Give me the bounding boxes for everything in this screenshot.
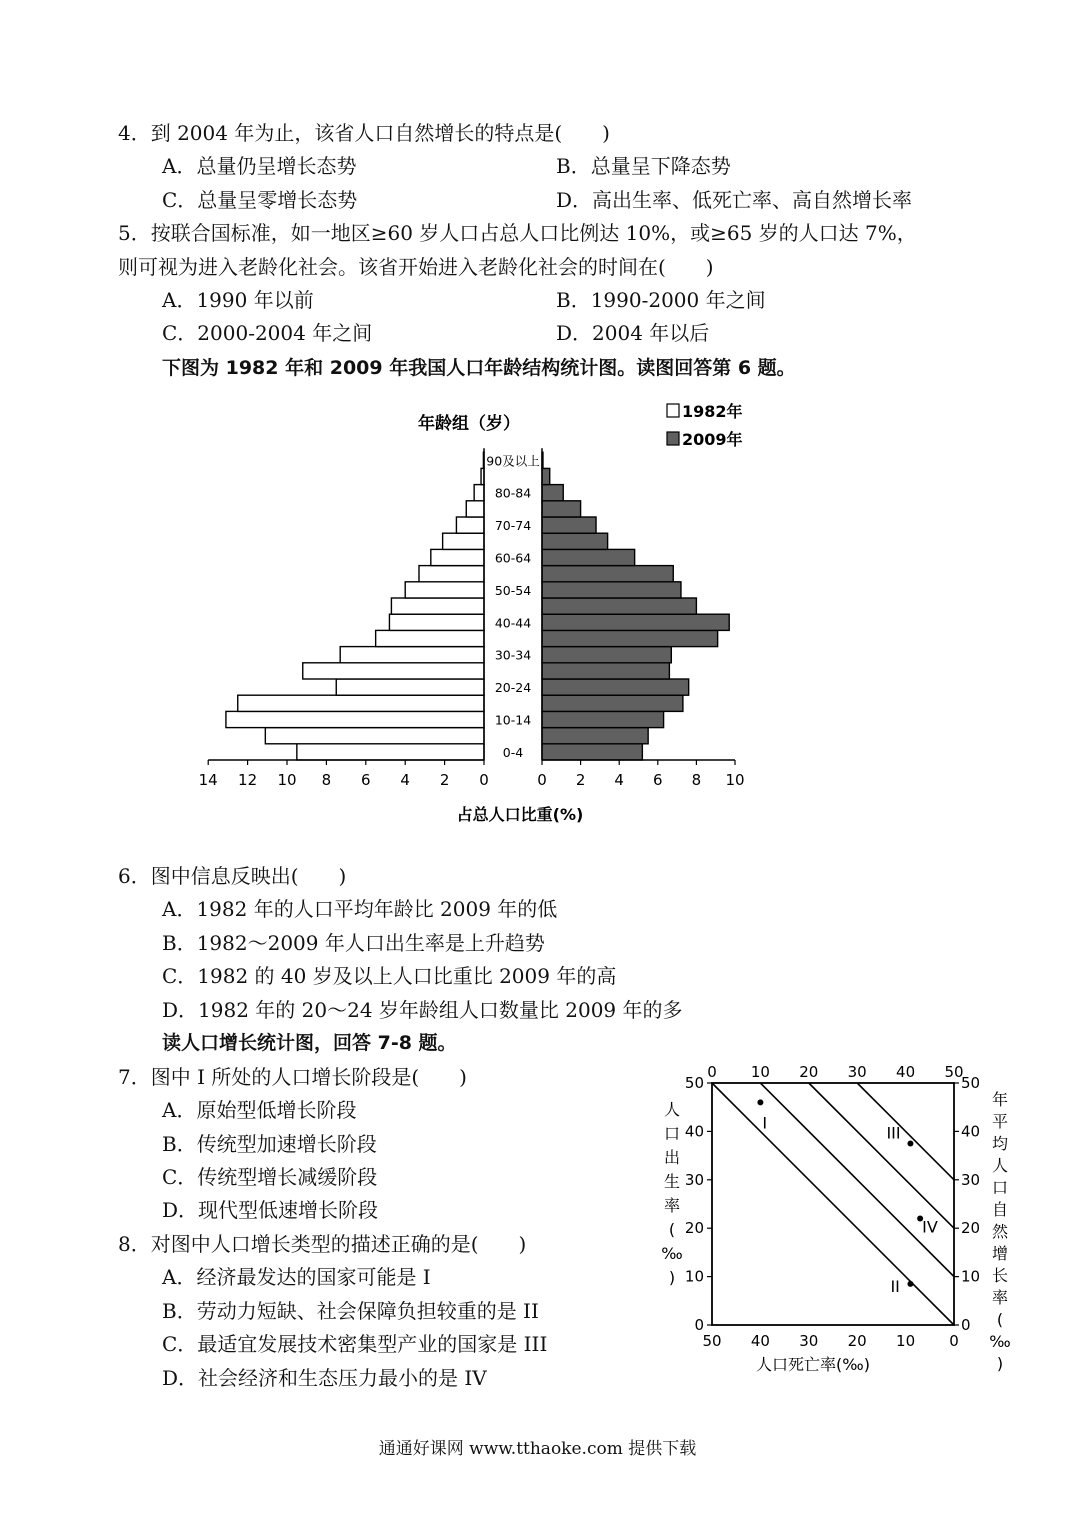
q5-option-d[interactable]: D．2004 年以后	[556, 321, 710, 345]
bar-1982-25-29	[303, 663, 484, 679]
point-II	[907, 1281, 913, 1287]
ylabel-birth-rate: 人口出生率( ‰ )	[661, 1100, 683, 1287]
bar-2009-35-39	[542, 630, 718, 646]
q8-stem: 8．对图中人口增长类型的描述正确的是( )	[118, 1232, 527, 1256]
bar-2009-55-59	[542, 566, 673, 582]
bar-1982-5-9	[265, 728, 484, 744]
bar-2009-85-89	[542, 468, 550, 484]
point-label-IV: IV	[922, 1217, 938, 1237]
top-tick-40: 40	[896, 1063, 916, 1081]
q7-option-b[interactable]: B．传统型加速增长阶段	[162, 1132, 377, 1156]
q8-option-a[interactable]: A．经济最发达的国家可能是 I	[162, 1265, 431, 1289]
right-tick-30: 30	[961, 1170, 981, 1189]
age-label-0-4: 0-4	[502, 744, 524, 760]
ylabel-natural-growth: 年平均人口自然增长率( ‰ )	[989, 1090, 1011, 1373]
q5-stem-line2: 则可视为进入老龄化社会。该省开始进入老龄化社会的时间在( )	[118, 255, 714, 279]
age-label-40-44: 40-44	[494, 615, 532, 631]
bar-2009-40-44	[542, 614, 729, 630]
bar-1982-30-34	[340, 647, 484, 663]
q6-option-c[interactable]: C．1982 的 40 岁及以上人口比重比 2009 年的高	[162, 964, 617, 988]
left-tick-label-2: 2	[439, 771, 450, 789]
q4-option-c[interactable]: C．总量呈零增长态势	[162, 188, 358, 212]
age-label-20-24: 20-24	[494, 680, 532, 696]
bar-2009-0-4	[542, 744, 642, 760]
age-label-80-84: 80-84	[494, 485, 532, 501]
bottom-tick-10: 10	[896, 1332, 916, 1350]
growth-line-20	[809, 1083, 954, 1228]
bar-1982-20-24	[336, 679, 484, 695]
age-label-60-64: 60-64	[494, 550, 532, 566]
age-label-10-14: 10-14	[494, 712, 532, 728]
bar-1982-70-74	[456, 517, 484, 533]
top-tick-10: 10	[750, 1063, 770, 1081]
right-tick-label-10: 10	[725, 771, 745, 789]
right-tick-20: 20	[961, 1219, 981, 1238]
growth-line-30	[857, 1083, 954, 1180]
population-growth-chart	[655, 1055, 1025, 1380]
right-tick-label-2: 2	[575, 771, 586, 789]
left-tick-20: 20	[684, 1219, 704, 1238]
q5-option-c[interactable]: C．2000-2004 年之间	[162, 321, 373, 345]
top-tick-30: 30	[847, 1063, 867, 1081]
left-tick-label-4: 4	[400, 771, 410, 789]
point-label-I: I	[762, 1113, 768, 1133]
q4-option-d[interactable]: D．高出生率、低死亡率、高自然增长率	[556, 188, 913, 212]
intro-q7-8: 读人口增长统计图，回答 7-8 题。	[162, 1032, 457, 1054]
left-tick-label-10: 10	[277, 771, 297, 789]
bar-1982-55-59	[419, 566, 484, 582]
age-label-70-74: 70-74	[494, 518, 532, 534]
growth-line-0	[712, 1083, 954, 1325]
bar-2009-30-34	[542, 647, 671, 663]
q4-stem: 4．到 2004 年为止，该省人口自然增长的特点是( )	[118, 121, 610, 145]
q6-option-d[interactable]: D．1982 年的 20～24 岁年龄组人口数量比 2009 年的多	[162, 998, 683, 1022]
bar-1982-65-69	[443, 533, 484, 549]
bar-2009-10-14	[542, 711, 664, 727]
legend-label-1982: 1982年	[682, 402, 743, 421]
right-tick-label-8: 8	[691, 771, 702, 789]
q8-option-b[interactable]: B．劳动力短缺、社会保障负担较重的是 II	[162, 1299, 539, 1323]
q5-option-b[interactable]: B．1990-2000 年之间	[556, 288, 766, 312]
bar-2009-70-74	[542, 517, 596, 533]
q6-stem: 6．图中信息反映出( )	[118, 864, 347, 888]
q4-option-b[interactable]: B．总量呈下降态势	[556, 154, 731, 178]
top-tick-50: 50	[944, 1063, 964, 1081]
bar-2009-50-54	[542, 582, 681, 598]
age-label-50-54: 50-54	[494, 582, 532, 598]
q4-option-a[interactable]: A．总量仍呈增长态势	[162, 154, 357, 178]
left-tick-0: 0	[694, 1316, 704, 1334]
bar-2009-45-49	[542, 598, 696, 614]
bar-1982-60-64	[431, 549, 484, 565]
top-tick-0: 0	[707, 1063, 717, 1081]
left-tick-30: 30	[684, 1170, 704, 1189]
left-tick-label-8: 8	[321, 771, 332, 789]
footer: 通通好课网 www.tthaoke.com 提供下载	[378, 1439, 697, 1459]
xlabel-death-rate: 人口死亡率(‰)	[756, 1355, 870, 1374]
legend-swatch-1982	[667, 404, 679, 417]
legend-swatch-2009	[667, 432, 679, 445]
bar-1982-50-54	[405, 582, 484, 598]
q7-option-d[interactable]: D．现代型低速增长阶段	[162, 1198, 379, 1222]
top-tick-20: 20	[799, 1063, 819, 1081]
bar-2009-75-79	[542, 501, 581, 517]
left-tick-label-14: 14	[198, 771, 218, 789]
legend-label-2009: 2009年	[682, 430, 743, 449]
intro-q6: 下图为 1982 年和 2009 年我国人口年龄结构统计图。读图回答第 6 题。	[162, 357, 796, 379]
bottom-tick-40: 40	[750, 1332, 770, 1350]
bar-2009-15-19	[542, 695, 683, 711]
q6-option-a[interactable]: A．1982 年的人口平均年龄比 2009 年的低	[162, 897, 558, 921]
pyramid-xlabel: 占总人口比重(%)	[456, 805, 584, 824]
bottom-tick-0: 0	[949, 1332, 959, 1350]
right-tick-0: 0	[961, 1316, 971, 1334]
point-III	[907, 1141, 913, 1147]
bar-1982-35-39	[376, 630, 484, 646]
population-pyramid-chart	[190, 392, 770, 832]
bar-2009-80-84	[542, 485, 563, 501]
bar-2009-65-69	[542, 533, 608, 549]
right-tick-label-0: 0	[537, 771, 547, 789]
q5-stem-line1: 5．按联合国标准，如一地区≥60 岁人口占总人口比例达 10%，或≥65 岁的人口达 7%，	[118, 221, 917, 245]
q7-stem: 7．图中 I 所处的人口增长阶段是( )	[118, 1065, 467, 1089]
bar-1982-10-14	[226, 711, 484, 727]
right-tick-label-4: 4	[614, 771, 624, 789]
bar-1982-75-79	[466, 501, 484, 517]
bar-1982-45-49	[391, 598, 484, 614]
right-tick-50: 50	[961, 1074, 981, 1092]
q6-option-b[interactable]: B．1982～2009 年人口出生率是上升趋势	[162, 931, 545, 955]
point-label-III: III	[886, 1123, 901, 1143]
q5-option-a[interactable]: A．1990 年以前	[162, 288, 314, 312]
bar-2009-25-29	[542, 663, 669, 679]
q8-option-c[interactable]: C．最适宜发展技术密集型产业的国家是 III	[162, 1332, 548, 1356]
bar-2009-20-24	[542, 679, 689, 695]
right-tick-10: 10	[961, 1267, 981, 1286]
right-tick-label-6: 6	[653, 771, 663, 789]
bar-1982-80-84	[474, 485, 484, 501]
left-tick-40: 40	[684, 1122, 704, 1141]
age-label-90及以上: 90及以上	[486, 453, 540, 469]
left-tick-10: 10	[684, 1267, 704, 1286]
bar-1982-15-19	[238, 695, 484, 711]
q8-option-d[interactable]: D．社会经济和生态压力最小的是 IV	[162, 1366, 487, 1390]
age-label-30-34: 30-34	[494, 647, 532, 663]
bottom-tick-30: 30	[799, 1332, 819, 1350]
growth-line-10	[760, 1083, 954, 1277]
q7-option-a[interactable]: A．原始型低增长阶段	[162, 1098, 357, 1122]
bottom-tick-50: 50	[702, 1332, 722, 1350]
left-tick-label-12: 12	[238, 771, 258, 789]
bar-2009-60-64	[542, 549, 635, 565]
bar-1982-0-4	[297, 744, 484, 760]
bar-2009-5-9	[542, 728, 648, 744]
bottom-tick-20: 20	[847, 1332, 867, 1350]
bar-1982-40-44	[389, 614, 484, 630]
left-tick-label-0: 0	[479, 771, 489, 789]
q7-option-c[interactable]: C．传统型增长减缓阶段	[162, 1165, 378, 1189]
left-tick-50: 50	[684, 1074, 704, 1092]
point-label-II: II	[890, 1276, 900, 1296]
point-I	[757, 1099, 763, 1105]
right-tick-40: 40	[961, 1122, 981, 1141]
left-tick-label-6: 6	[361, 771, 371, 789]
pyramid-title: 年龄组（岁）	[418, 414, 520, 434]
